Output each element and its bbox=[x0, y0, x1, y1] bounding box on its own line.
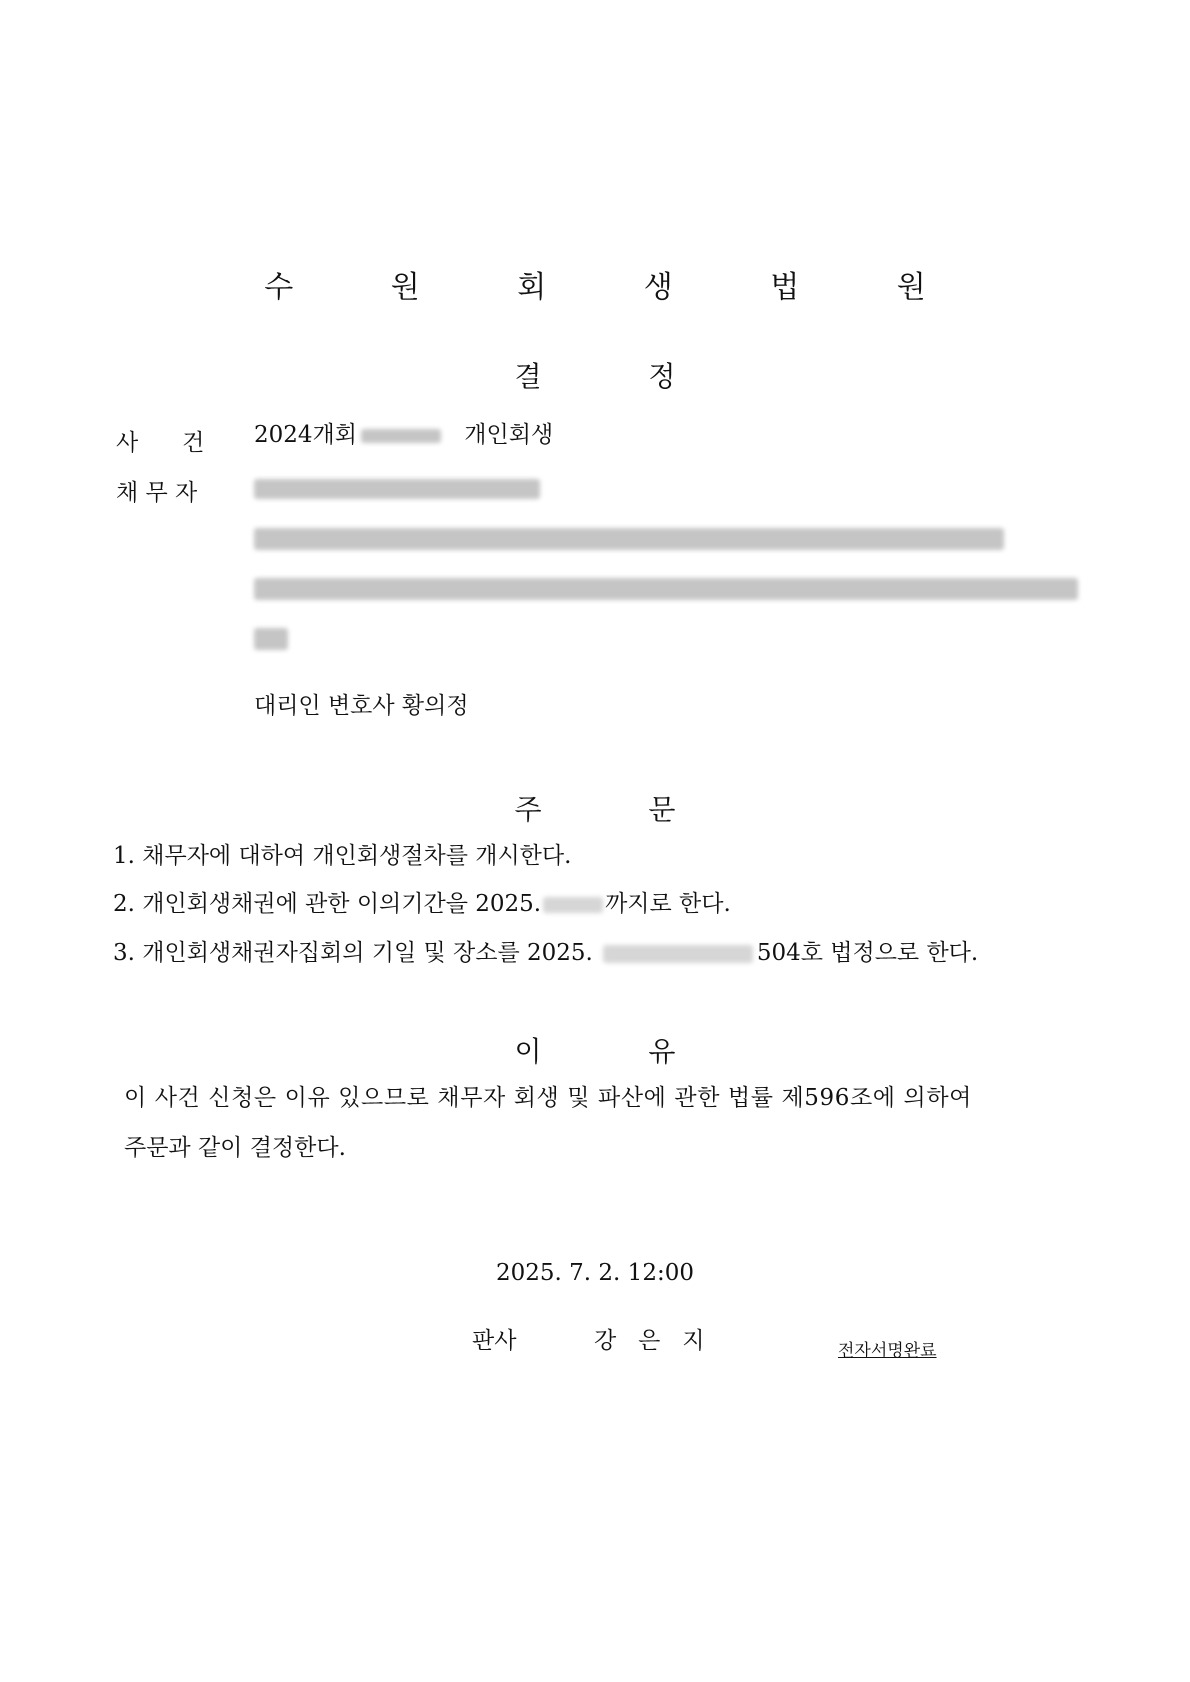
debtor-details-redacted bbox=[254, 478, 540, 499]
redacted-address bbox=[254, 578, 1078, 600]
debtor-representative: 대리인 변호사 황의정 bbox=[254, 693, 469, 719]
reason-line-2: 주문과 같이 결정한다. bbox=[124, 1135, 346, 1161]
debtor-address-line-3 bbox=[254, 628, 288, 650]
order-item-2-text: 2. 개인회생채권에 관한 이의기간을 2025. bbox=[113, 891, 542, 917]
redacted-date bbox=[543, 897, 603, 913]
case-label: 사 건 bbox=[116, 430, 205, 456]
redacted-address bbox=[254, 528, 1004, 550]
redacted-date-time bbox=[603, 945, 753, 963]
redacted-address bbox=[254, 628, 288, 650]
judge-name: 강 은 지 bbox=[594, 1328, 705, 1354]
order-item-3 bbox=[113, 942, 978, 965]
document-title: 결 정 bbox=[514, 360, 676, 393]
order-item-1: 1. 채무자에 대하여 개인회생절차를 개시한다. bbox=[113, 843, 572, 869]
debtor-address-line-1 bbox=[254, 528, 1004, 550]
order-item-2-suffix: 까지로 한다. bbox=[605, 891, 731, 917]
debtor-address-line-2 bbox=[254, 578, 1078, 600]
judge-title: 판사 bbox=[472, 1328, 517, 1354]
e-signature-note: 전자서명완료 bbox=[838, 1341, 937, 1361]
case-type: 개인회생 bbox=[464, 422, 554, 448]
case-number bbox=[254, 424, 553, 447]
order-item-3-suffix: 504호 법정으로 한다. bbox=[756, 940, 979, 966]
decision-date: 2025. 7. 2. 12:00 bbox=[496, 1260, 694, 1286]
order-item-3-text: 3. 개인회생채권자집회의 기일 및 장소를 2025. bbox=[113, 940, 593, 966]
debtor-label: 채 무 자 bbox=[116, 480, 198, 506]
redacted-debtor-name bbox=[254, 479, 540, 499]
reason-heading: 이 유 bbox=[514, 1035, 676, 1068]
order-item-2 bbox=[113, 893, 731, 916]
case-number-prefix: 2024개회 bbox=[254, 422, 357, 448]
redacted-case-number bbox=[361, 429, 441, 443]
reason-line-1: 이 사건 신청은 이유 있으므로 채무자 회생 및 파산에 관한 법률 제596조에 의하여 bbox=[124, 1085, 972, 1111]
court-name: 수 원 회 생 법 원 bbox=[264, 270, 970, 305]
order-heading: 주 문 bbox=[514, 793, 676, 826]
